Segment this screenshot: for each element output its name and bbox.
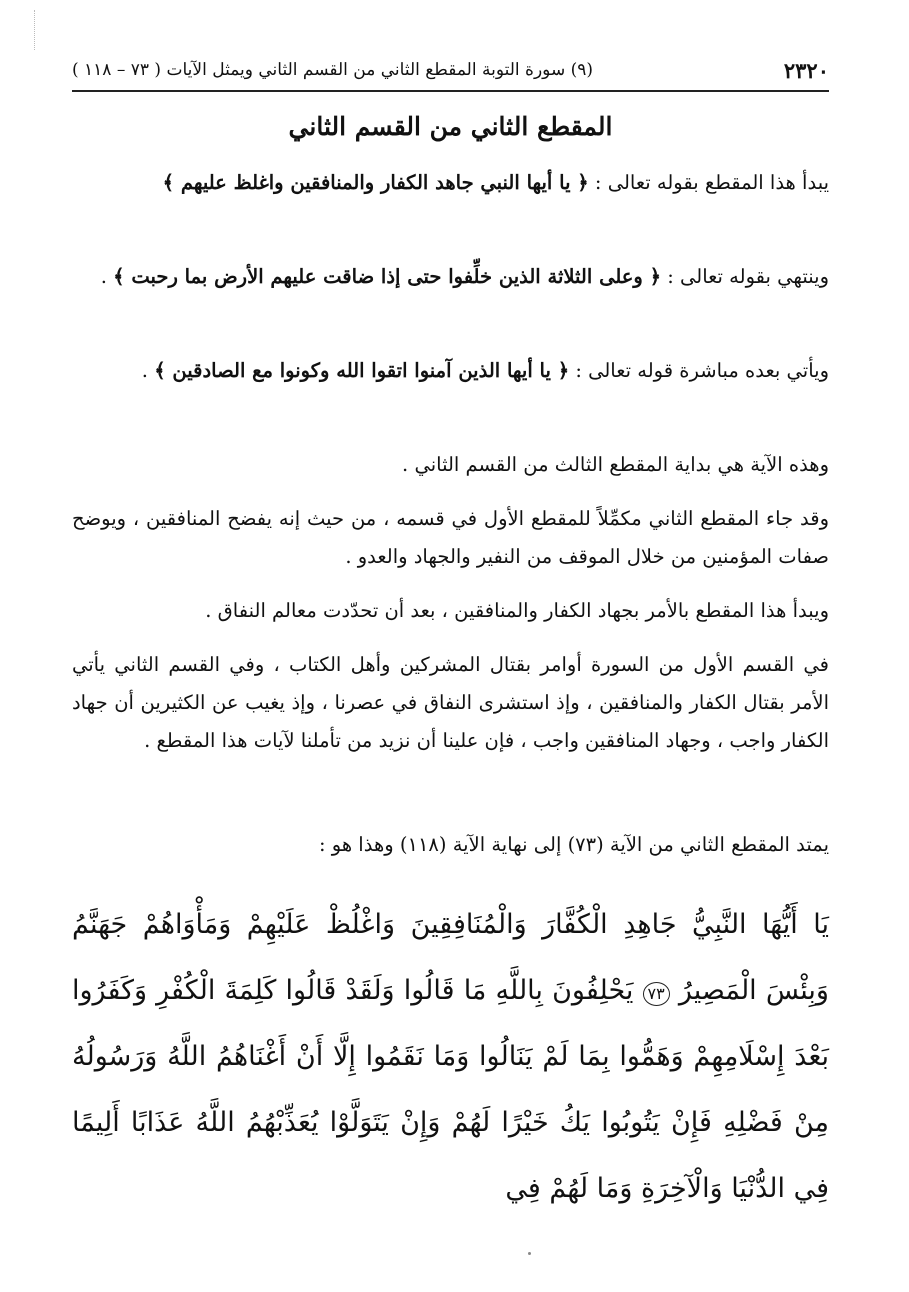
paragraph-4: وهذه الآية هي بداية المقطع الثالث من القسم الثاني .: [402, 453, 829, 476]
paragraph-1-intro: يبدأ هذا المقطع بقوله تعالى :: [588, 171, 829, 194]
paragraph-1: [72, 164, 829, 202]
verse-number-marker: ٧٣: [643, 982, 670, 1006]
verse-74-text: يَحْلِفُونَ بِاللَّهِ مَا قَالُوا وَلَقَدْ قَالُوا كَلِمَةَ الْكُفْرِ وَكَفَرُوا بَعْدَ إِسْلَامِهِمْ وَهَمُّوا بِمَا لَمْ يَنَالُوا وَمَا نَقَمُوا إِلَّا أَنْ أَغْنَاهُمُ اللَّهُ وَرَسُولُهُ مِنْ فَضْلِهِ فَإِنْ يَتُوبُوا يَكُ خَيْرًا لَهُمْ وَإِنْ يَتَوَلَّوْا يُعَذِّبْهُمُ اللَّهُ عَذَابًا أَلِيمًا فِي الدُّنْيَا وَالْآخِرَةِ وَمَا لَهُمْ فِي: [72, 975, 829, 1204]
paragraph-6: ويبدأ هذا المقطع بالأمر بجهاد الكفار والمنافقين ، بعد أن تحدّدت معالم النفاق .: [205, 599, 829, 622]
page-number: ٢٣٢٠: [783, 58, 829, 83]
paragraph-8: يمتد المقطع الثاني من الآية (٧٣) إلى نهاية الآية (١١٨) وهذا هو :: [318, 833, 829, 856]
paragraph-3: [72, 352, 829, 390]
margin-mark: [34, 10, 37, 50]
paragraph-3-end: .: [141, 359, 155, 382]
paragraph-2: [72, 258, 829, 296]
paragraph-7: في القسم الأول من السورة أوامر بقتال المشركين وأهل الكتاب ، وفي القسم الثاني يأتي الأمر بقتال الكفار والمنافقين ، وإذ استشرى النفاق في عصرنا ، وإذ يغيب عن الكثيرين أن جهاد الكفار واجب ، وجهاد المنافقين واجب ، فإن علينا أن نزيد من تأملنا لآيات هذا المقطع .: [72, 653, 829, 752]
paragraph-3-quote: ﴿ يا أيها الذين آمنوا اتقوا الله وكونوا مع الصادقين ﴾: [154, 359, 570, 382]
quran-verses: [72, 892, 829, 1222]
paragraph-2-quote: ﴿ وعلى الثلاثة الذين خلِّفوا حتى إذا ضاقت عليهم الأرض بما رحبت ﴾: [113, 265, 662, 288]
verse-73-text: يَا أَيُّهَا النَّبِيُّ جَاهِدِ الْكُفَّارَ وَالْمُنَافِقِينَ وَاغْلُظْ عَلَيْهِمْ وَمَأْوَاهُمْ جَهَنَّمُ وَبِئْسَ الْمَصِيرُ: [72, 909, 829, 1006]
page-header: [72, 52, 829, 92]
bottom-dot: [528, 1252, 531, 1255]
paragraph-2-end: .: [100, 265, 114, 288]
running-title: (٩) سورة التوبة المقطع الثاني من القسم الثاني ويمثل الآيات ( ٧٣ – ١١٨ ): [72, 60, 594, 80]
paragraph-2-intro: وينتهي بقوله تعالى :: [661, 265, 829, 288]
paragraph-1-quote: ﴿ يا أيها النبي جاهد الكفار والمنافقين واغلظ عليهم ﴾: [162, 171, 589, 194]
paragraph-5: وقد جاء المقطع الثاني مكمِّلاً للمقطع الأول في قسمه ، من حيث إنه يفضح المنافقين ، ويوضح صفات المؤمنين من خلال الموقف من النفير والجهاد والعدو .: [72, 507, 829, 568]
section-title: المقطع الثاني من القسم الثاني: [288, 112, 613, 141]
paragraph-3-intro: ويأتي بعده مباشرة قوله تعالى :: [569, 359, 829, 382]
